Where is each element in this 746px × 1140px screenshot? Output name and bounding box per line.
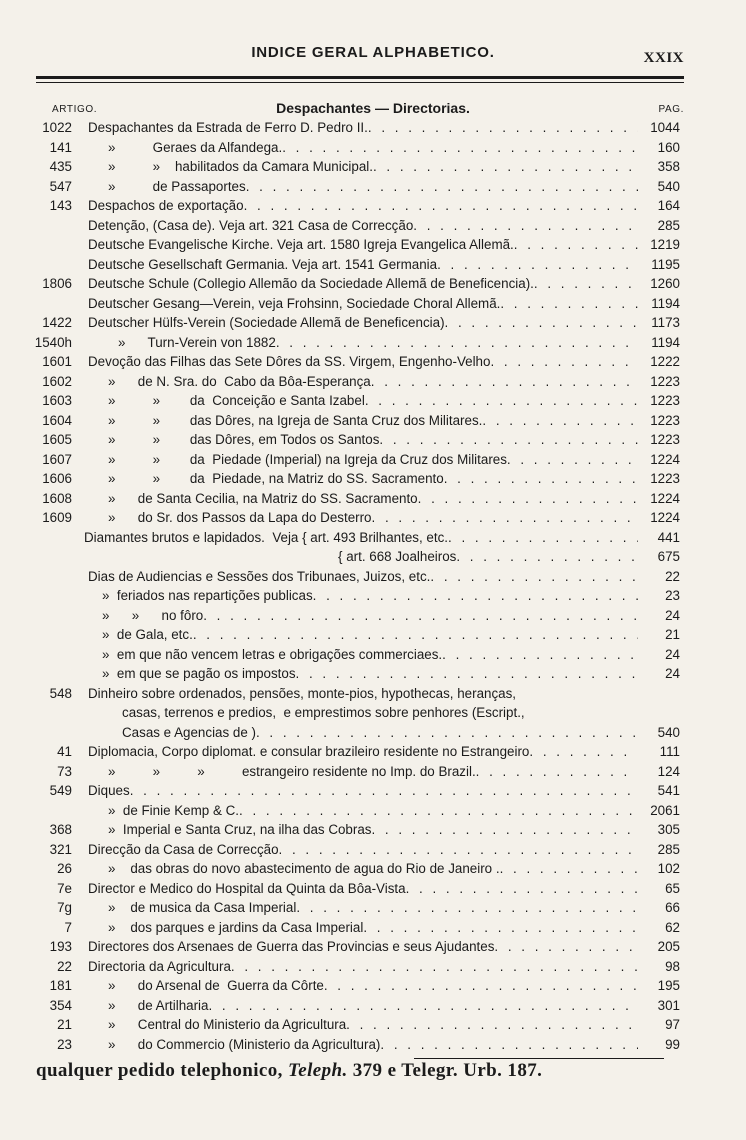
entry-article: 26 — [57, 861, 72, 876]
index-row — [0, 879, 746, 899]
footer-text-pre: qualquer pedido telephonico, — [36, 1060, 288, 1081]
entry-text: » do Arsenal de Guerra da Côrte — [108, 978, 324, 993]
entry-text: » » no fôro — [102, 607, 204, 623]
entry-page: 62 — [665, 919, 680, 935]
entry-page: 2061 — [650, 802, 680, 818]
entry-text-wrap — [108, 762, 638, 782]
entry-text-wrap — [88, 313, 638, 333]
entry-page: 305 — [657, 822, 680, 837]
dot-leader — [276, 333, 638, 353]
footer-rule — [414, 1058, 664, 1059]
entry-text: { art. 668 Joalheiros — [338, 549, 457, 564]
entry-page: 1195 — [651, 256, 680, 272]
index-row — [0, 235, 746, 255]
index-row — [0, 898, 746, 918]
entry-article: 7g — [57, 900, 72, 915]
entry-text-wrap — [108, 138, 638, 158]
entry-text-wrap — [88, 879, 638, 899]
dot-leader — [494, 937, 638, 957]
index-row — [0, 703, 746, 723]
entry-article: 548 — [49, 685, 72, 701]
page-header-title: INDICE GERAL ALPHABETICO. — [251, 44, 495, 61]
entry-page: 1219 — [650, 237, 680, 252]
entry-page: 1224 — [650, 451, 680, 467]
entry-text: Deutsche Schule (Collegio Allemão da Sociedade Allemã de Beneficencia). — [88, 276, 534, 291]
entry-text-wrap — [108, 801, 638, 821]
entry-article: 1022 — [42, 120, 72, 135]
index-row — [0, 177, 746, 197]
entry-text-wrap — [88, 352, 638, 372]
entry-text: Dinheiro sobre ordenados, pensões, monte-pios, hypothecas, heranças, — [88, 685, 517, 701]
entry-article: 1601 — [42, 354, 72, 369]
entry-page: 1194 — [651, 334, 680, 350]
entry-page: 358 — [657, 159, 680, 174]
index-row — [0, 918, 746, 938]
index-row — [0, 840, 746, 860]
entry-article: 143 — [49, 198, 72, 213]
entry-text-wrap — [102, 586, 638, 606]
index-row — [0, 742, 746, 762]
entry-article: 141 — [49, 139, 72, 155]
index-row — [0, 352, 746, 372]
entry-article: 549 — [49, 783, 72, 798]
dot-leader — [490, 352, 638, 372]
dot-leader — [500, 859, 638, 879]
entry-page: 1224 — [650, 490, 680, 506]
entry-article: 547 — [49, 178, 72, 194]
entry-page: 24 — [665, 666, 680, 681]
entry-article: 1608 — [42, 490, 72, 506]
entry-article: 1603 — [42, 393, 72, 408]
index-row — [0, 157, 746, 177]
index-row — [0, 138, 746, 158]
entry-article: 1604 — [42, 412, 72, 428]
entry-text-wrap — [108, 372, 638, 392]
dot-leader — [514, 235, 638, 255]
entry-article: 1605 — [42, 432, 72, 447]
entry-page: 97 — [665, 1017, 680, 1032]
index-row — [0, 957, 746, 977]
index-row — [0, 294, 746, 314]
entry-article: 1422 — [42, 315, 72, 330]
entry-page: 1223 — [650, 393, 680, 408]
dot-leader — [296, 664, 638, 684]
index-row — [0, 586, 746, 606]
dot-leader — [246, 177, 638, 197]
entry-text: » do Commercio (Ministerio da Agricultura) — [108, 1036, 381, 1052]
entry-text-wrap — [88, 235, 638, 255]
index-row — [0, 567, 746, 587]
entry-article: 368 — [49, 822, 72, 837]
column-header-page: PAG. — [658, 104, 684, 115]
header-rule-thin — [36, 82, 684, 83]
entry-text: » de Santa Cecilia, na Matriz do SS. Sacramento — [108, 490, 418, 506]
dot-leader — [208, 996, 638, 1016]
entry-article: 7 — [64, 919, 72, 935]
entry-text-wrap — [102, 625, 638, 645]
entry-page: 1223 — [650, 471, 680, 486]
dot-leader — [500, 294, 638, 314]
entry-text: » das obras do novo abastecimento de agua do Rio de Janeiro . — [108, 861, 500, 876]
dot-leader — [256, 723, 638, 743]
entry-text-wrap — [118, 333, 638, 353]
dot-leader — [279, 840, 638, 860]
index-row — [0, 820, 746, 840]
entry-text-wrap — [102, 606, 638, 626]
entry-text-wrap — [108, 996, 638, 1016]
entry-text-wrap — [108, 411, 638, 431]
entry-page: 1222 — [650, 354, 680, 369]
entry-text-wrap — [88, 118, 638, 138]
index-row — [0, 684, 746, 704]
dot-leader — [482, 411, 638, 431]
entry-page: 1223 — [650, 373, 680, 389]
dot-leader — [437, 255, 638, 275]
entry-article: 1607 — [42, 451, 72, 467]
entry-page: 540 — [657, 178, 680, 194]
entry-page: 1223 — [650, 432, 680, 447]
entry-text: Deutscher Gesang—Verein, veja Frohsinn, Sociedade Choral Allemã. — [88, 295, 501, 311]
entry-text: Detenção, (Casa de). Veja art. 321 Casa de Correcção — [88, 217, 414, 233]
entry-page: 540 — [657, 724, 680, 740]
dot-leader — [363, 918, 638, 938]
entry-text-wrap — [88, 781, 638, 801]
entry-page: 66 — [665, 900, 680, 915]
entry-page: 1044 — [650, 120, 680, 135]
entry-text: casas, terrenos e predios, e emprestimos sobre penhores (Escript., — [122, 705, 525, 720]
entry-page: 24 — [665, 646, 680, 662]
entry-page: 205 — [657, 939, 680, 954]
entry-text: » Central do Ministerio da Agricultura — [108, 1017, 347, 1032]
entry-text-wrap — [88, 957, 638, 977]
entry-text: » em que se pagão os impostos — [102, 666, 296, 681]
dot-leader — [445, 313, 638, 333]
index-row — [0, 664, 746, 684]
index-row — [0, 391, 746, 411]
entry-text: Directoria da Agricultura — [88, 958, 231, 974]
entry-text-wrap — [102, 664, 638, 684]
entry-text: » » habilitados da Camara Municipal. — [108, 159, 373, 174]
entry-text: » Turn-Verein von 1882 — [118, 334, 276, 350]
dot-leader — [413, 216, 638, 236]
entry-text-wrap — [88, 684, 638, 704]
entry-text: » em que não vencem letras e obrigações commerciaes. — [102, 646, 443, 662]
entry-text-wrap — [108, 450, 638, 470]
entry-article: 1806 — [42, 276, 72, 291]
entry-text: Diques — [88, 783, 130, 798]
dot-leader — [203, 606, 638, 626]
entry-page: 160 — [657, 139, 680, 155]
index-row — [0, 196, 746, 216]
entry-text: Devoção das Filhas das Sete Dôres da SS. Virgem, Engenho-Velho — [88, 354, 491, 369]
entry-text-wrap — [108, 430, 638, 450]
entry-article: 181 — [49, 978, 72, 993]
index-row — [0, 469, 746, 489]
index-row — [0, 255, 746, 275]
dot-leader — [379, 430, 638, 450]
page-number: XXIX — [643, 50, 684, 66]
entry-text-wrap — [108, 489, 638, 509]
index-row — [0, 489, 746, 509]
header-rule-thick — [36, 76, 684, 79]
entry-text-wrap — [102, 645, 638, 665]
entry-article: 7e — [57, 880, 72, 896]
entry-page: 541 — [657, 783, 680, 798]
entry-text-wrap — [108, 157, 638, 177]
entry-text: » » » estrangeiro residente no Imp. do Brazil. — [108, 763, 476, 779]
dot-leader — [231, 957, 638, 977]
entry-text-wrap — [88, 567, 638, 587]
entry-text: Despachos de exportação — [88, 198, 244, 213]
entry-text: » » da Piedade, na Matriz do SS. Sacramento — [108, 471, 444, 486]
index-row — [0, 625, 746, 645]
entry-text: Despachantes da Estrada de Ferro D. Pedro II. — [88, 120, 368, 135]
index-row — [0, 976, 746, 996]
entry-text: » dos parques e jardins da Casa Imperial — [108, 919, 364, 935]
entry-article: 1606 — [42, 471, 72, 486]
index-row — [0, 859, 746, 879]
entry-text: » » das Dôres, em Todos os Santos — [108, 432, 380, 447]
entry-page: 1260 — [650, 276, 680, 291]
dot-leader — [456, 547, 638, 567]
entry-page: 164 — [657, 198, 680, 213]
entry-text: Casas e Agencias de ) — [122, 724, 256, 740]
entry-text-wrap — [88, 216, 638, 236]
entry-text: » de N. Sra. do Cabo da Bôa-Esperança — [108, 373, 371, 389]
entry-text-wrap — [88, 937, 638, 957]
entry-page: 1194 — [651, 295, 680, 311]
footer-advert — [36, 1060, 542, 1082]
index-row — [0, 1015, 746, 1035]
entry-text: » » das Dôres, na Igreja de Santa Cruz dos Militares. — [108, 412, 483, 428]
entry-page: 98 — [665, 958, 680, 974]
entry-page: 675 — [657, 549, 680, 564]
entry-text-wrap — [88, 294, 638, 314]
footer-text-italic: Teleph. — [287, 1060, 348, 1081]
dot-leader — [406, 879, 638, 899]
index-row — [0, 313, 746, 333]
index-row — [0, 547, 746, 567]
index-row — [0, 645, 746, 665]
dot-leader — [365, 391, 638, 411]
entry-page: 21 — [665, 627, 680, 642]
entry-article: 435 — [49, 159, 72, 174]
entry-text: » Geraes da Alfandega. — [108, 139, 283, 155]
entry-text: Deutsche Gesellschaft Germania. Veja art. 1541 Germania — [88, 256, 438, 272]
entry-text-wrap — [88, 742, 638, 762]
dot-leader — [380, 1035, 638, 1055]
entry-text: » de Artilharia — [108, 997, 209, 1013]
dot-leader — [244, 196, 638, 216]
entry-article: 321 — [49, 841, 72, 857]
index-row — [0, 528, 746, 548]
entry-text: » de Finie Kemp & C. — [108, 802, 239, 818]
entry-text: » de Passaportes — [108, 178, 246, 194]
entry-text: Diplomacia, Corpo diplomat. e consular brazileiro residente no Estrangeiro — [88, 744, 530, 759]
dot-leader — [442, 645, 638, 665]
entry-page: 23 — [665, 588, 680, 603]
entry-page: 1173 — [651, 315, 680, 330]
entry-text: Deutscher Hülfs-Verein (Sociedade Allemã de Beneficencia) — [88, 315, 445, 330]
dot-leader — [324, 976, 638, 996]
entry-text-wrap — [108, 976, 638, 996]
entry-text: » » da Piedade (Imperial) na Igreja da Cruz dos Militares — [108, 451, 507, 467]
entry-article: 1602 — [42, 373, 72, 389]
entry-article: 354 — [49, 997, 72, 1013]
index-row — [0, 372, 746, 392]
index-row — [0, 118, 746, 138]
entry-text-wrap — [108, 469, 638, 489]
dot-leader — [282, 138, 638, 158]
dot-leader — [448, 528, 638, 548]
entry-text-wrap — [88, 196, 638, 216]
dot-leader — [239, 801, 638, 821]
index-row — [0, 606, 746, 626]
entry-article: 41 — [57, 744, 72, 759]
entry-text-wrap — [122, 703, 638, 723]
dot-leader — [313, 586, 638, 606]
entry-text-wrap — [108, 177, 638, 197]
entry-text-wrap — [108, 508, 638, 528]
entry-page: 285 — [657, 841, 680, 857]
dot-leader — [430, 567, 638, 587]
index-entries — [0, 118, 746, 1054]
dot-leader — [130, 781, 638, 801]
index-row — [0, 723, 746, 743]
dot-leader — [418, 489, 638, 509]
entry-text: » de Gala, etc. — [102, 627, 193, 642]
dot-leader — [296, 898, 638, 918]
entry-page: 111 — [659, 744, 680, 759]
index-row — [0, 450, 746, 470]
entry-page: 124 — [657, 763, 680, 779]
dot-leader — [444, 469, 638, 489]
entry-text-wrap — [88, 274, 638, 294]
index-row — [0, 1035, 746, 1055]
entry-text: » feriados nas repartições publicas — [102, 588, 313, 603]
dot-leader — [346, 1015, 638, 1035]
entry-text-wrap — [122, 723, 638, 743]
entry-page: 99 — [665, 1036, 680, 1052]
dot-leader — [368, 118, 638, 138]
entry-article: 1540h — [34, 334, 72, 350]
entry-article: 23 — [57, 1036, 72, 1052]
entry-page: 301 — [657, 997, 680, 1013]
entry-text: » do Sr. dos Passos da Lapa do Desterro — [108, 510, 372, 525]
entry-text: Direcção da Casa de Correcção — [88, 841, 279, 857]
entry-text-wrap — [338, 547, 638, 567]
entry-article: 22 — [57, 958, 72, 974]
entry-page: 285 — [657, 217, 680, 233]
index-row — [0, 216, 746, 236]
dot-leader — [534, 274, 638, 294]
index-row — [0, 781, 746, 801]
index-row — [0, 333, 746, 353]
index-row — [0, 801, 746, 821]
section-title: Despachantes — Directorias. — [276, 100, 470, 116]
entry-text-wrap — [108, 1035, 638, 1055]
entry-text-wrap — [108, 1015, 638, 1035]
entry-text-wrap — [108, 820, 638, 840]
column-header-article: ARTIGO. — [52, 104, 98, 115]
index-row — [0, 996, 746, 1016]
dot-leader — [371, 372, 638, 392]
index-row — [0, 430, 746, 450]
entry-page: 1223 — [650, 412, 680, 428]
entry-article: 193 — [49, 939, 72, 954]
entry-text: » Imperial e Santa Cruz, na ilha das Cobras — [108, 822, 372, 837]
entry-page: 441 — [657, 529, 680, 545]
entry-text: Directores dos Arsenaes de Guerra das Provincias e seus Ajudantes — [88, 939, 495, 954]
entry-text: Dias de Audiencias e Sessões dos Tribunaes, Juizos, etc. — [88, 568, 431, 584]
entry-article: 21 — [57, 1017, 72, 1032]
entry-text: Diamantes brutos e lapidados. Veja { art. 493 Brilhantes, etc. — [84, 529, 448, 545]
dot-leader — [507, 450, 638, 470]
index-row — [0, 274, 746, 294]
entry-page: 24 — [665, 607, 680, 623]
entry-text: Deutsche Evangelische Kirche. Veja art. 1580 Igreja Evangelica Allemã. — [88, 237, 514, 252]
index-row — [0, 411, 746, 431]
dot-leader — [372, 508, 638, 528]
dot-leader — [373, 157, 638, 177]
entry-text-wrap — [84, 528, 638, 548]
entry-text: Director e Medico do Hospital da Quinta da Bôa-Vista — [88, 880, 406, 896]
entry-page: 22 — [665, 568, 680, 584]
dot-leader — [371, 820, 638, 840]
entry-page: 1224 — [650, 510, 680, 525]
entry-page: 102 — [657, 861, 680, 876]
entry-text-wrap — [88, 840, 638, 860]
entry-text: » » da Conceição e Santa Izabel — [108, 393, 365, 408]
entry-text-wrap — [108, 898, 638, 918]
entry-text-wrap — [88, 255, 638, 275]
entry-text-wrap — [108, 859, 638, 879]
entry-article: 1609 — [42, 510, 72, 525]
entry-page: 195 — [657, 978, 680, 993]
index-row — [0, 937, 746, 957]
index-row — [0, 508, 746, 528]
entry-text-wrap — [108, 918, 638, 938]
dot-leader — [476, 762, 638, 782]
dot-leader — [193, 625, 638, 645]
dot-leader — [529, 742, 638, 762]
entry-page: 65 — [665, 880, 680, 896]
entry-text-wrap — [108, 391, 638, 411]
index-row — [0, 762, 746, 782]
entry-text: » de musica da Casa Imperial — [108, 900, 297, 915]
footer-text-post: 379 e Telegr. Urb. 187. — [347, 1060, 543, 1081]
entry-article: 73 — [57, 763, 72, 779]
